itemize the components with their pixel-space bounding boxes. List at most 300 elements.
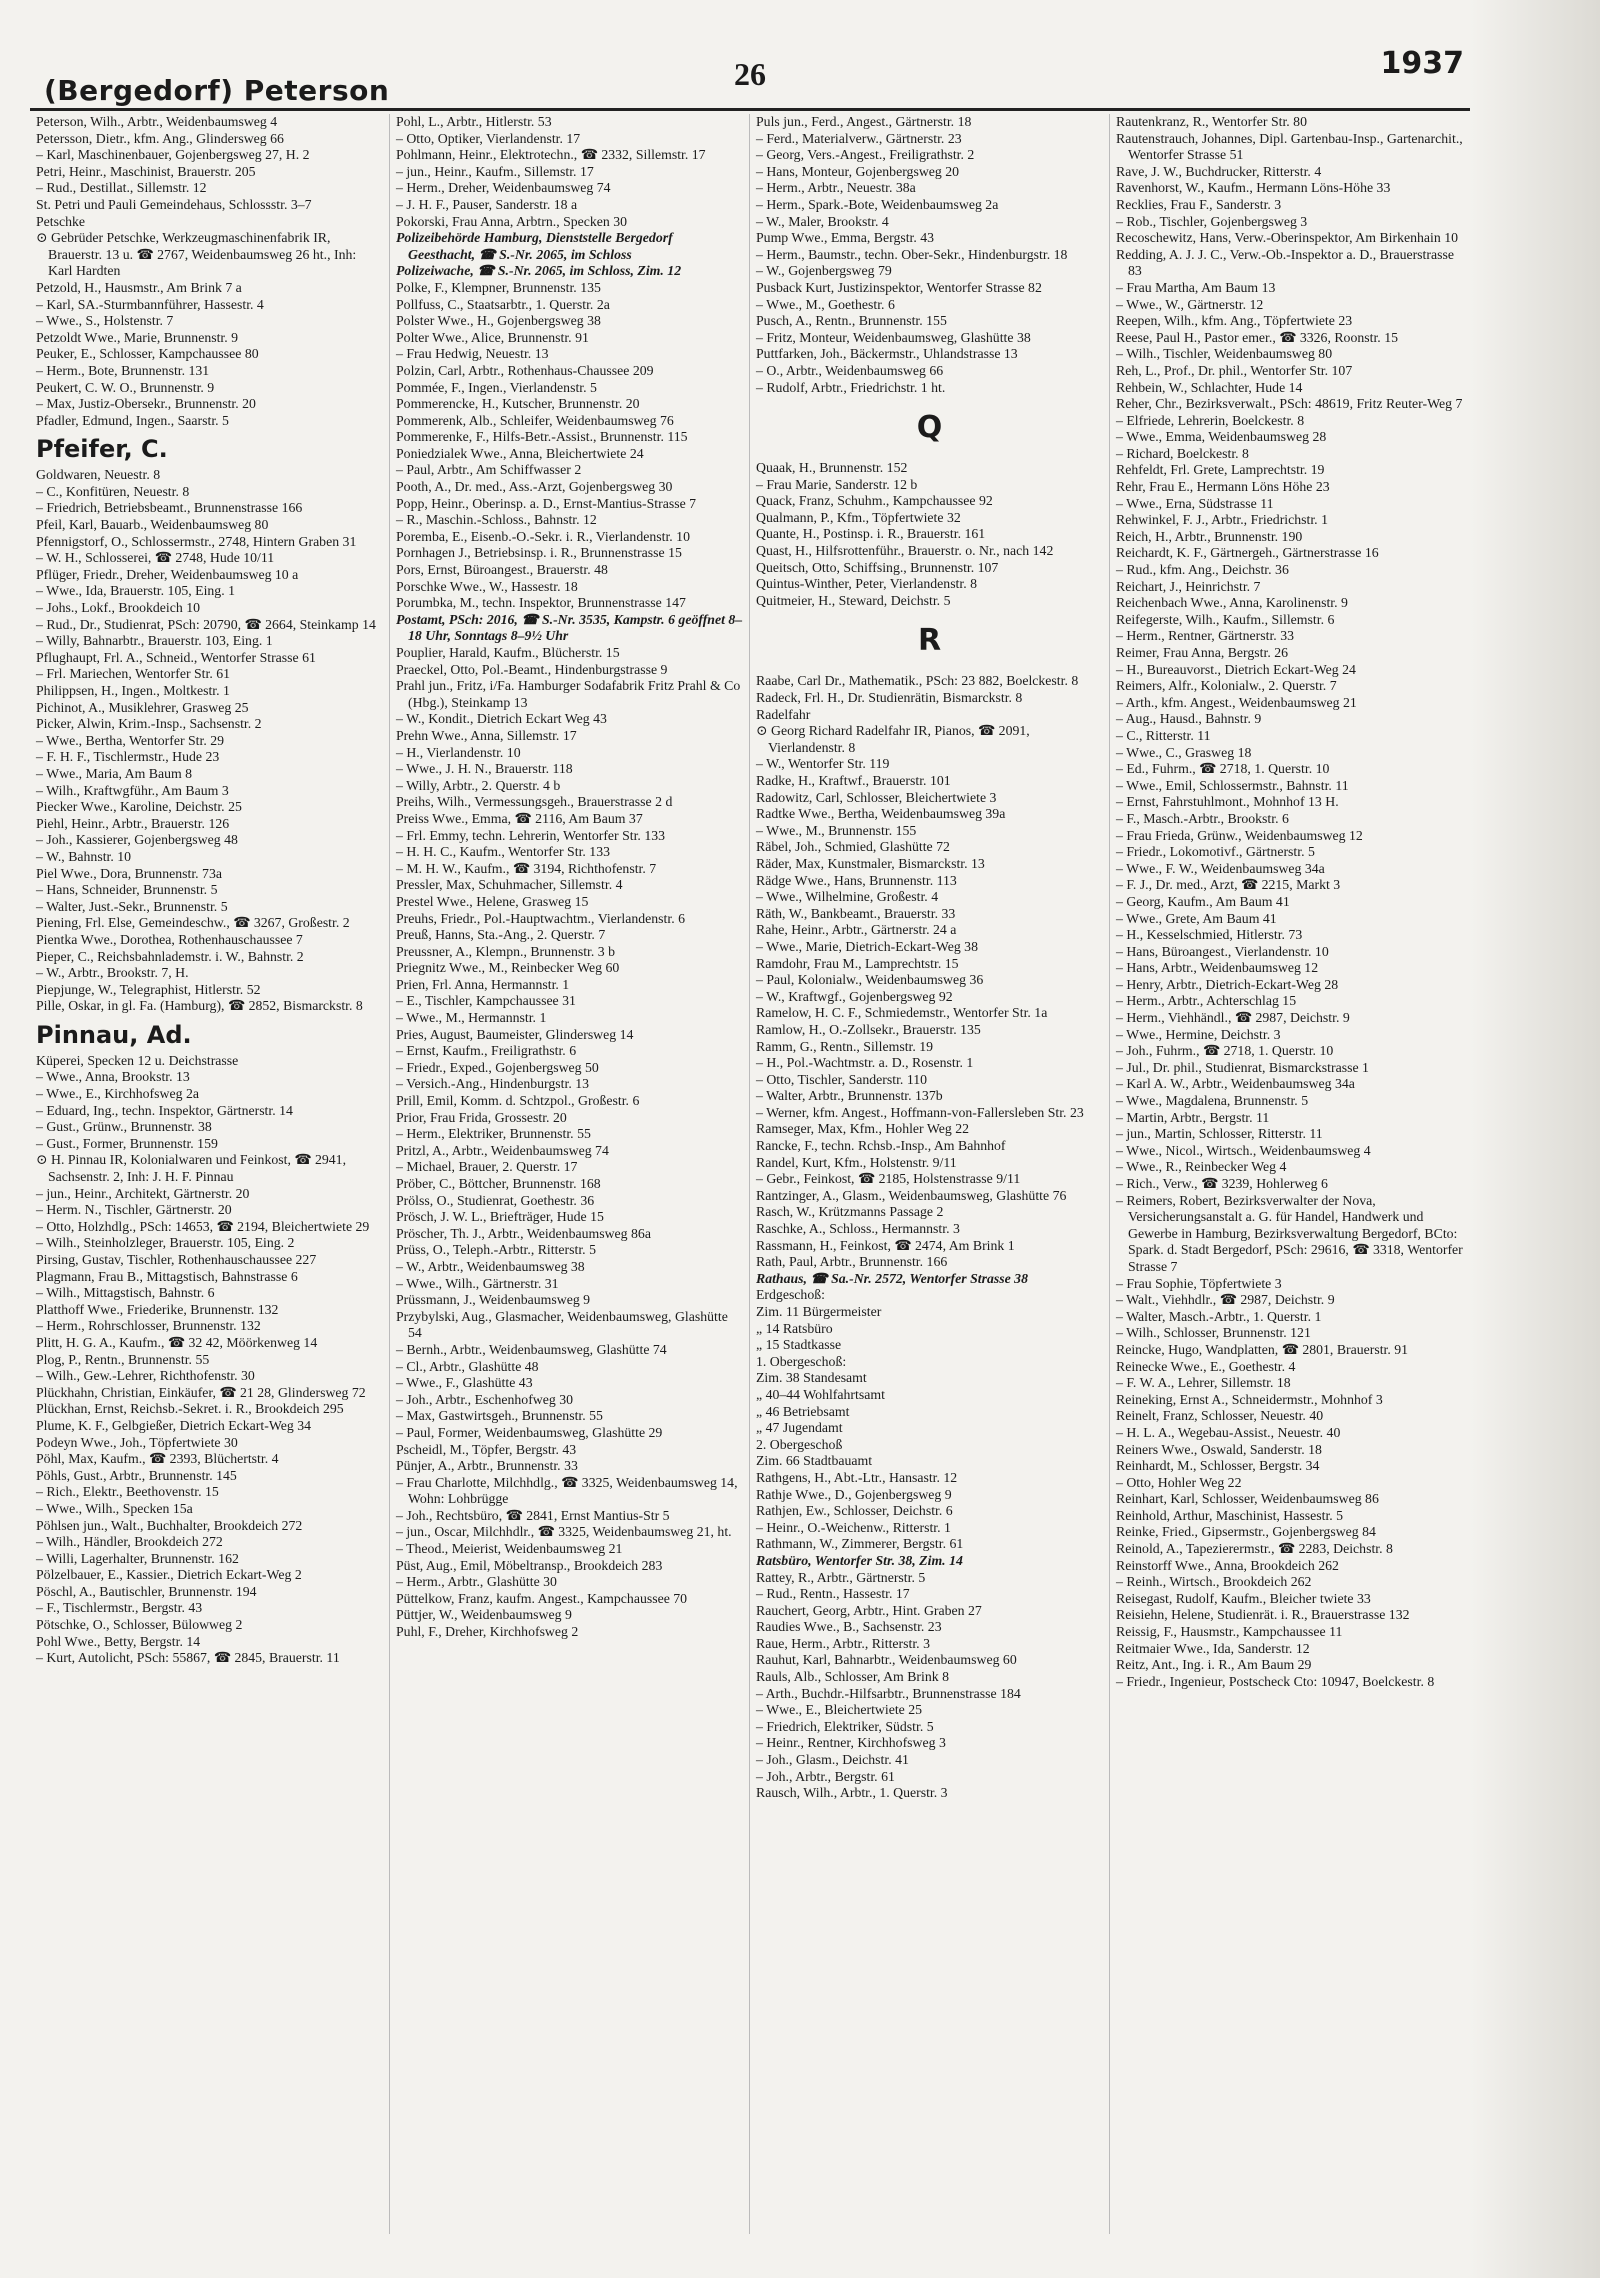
running-head: (Bergedorf) Peterson <box>44 74 390 107</box>
directory-entry: – Herm., Elektriker, Brunnenstr. 55 <box>396 1126 591 1142</box>
directory-entry: Queitsch, Otto, Schiffsing., Brunnenstr. 107 <box>756 559 999 575</box>
directory-entry: – Rich., Elektr., Beethovenstr. 15 <box>36 1484 219 1500</box>
directory-entry: – Johs., Lokf., Brookdeich 10 <box>36 600 201 616</box>
directory-entry: – jun., Oscar, Milchhdlr., ☎ 3325, Weidenbaumsweg 21, ht. <box>396 1524 732 1540</box>
directory-entry: Quante, H., Postinsp. i. R., Brauerstr. 161 <box>756 526 986 542</box>
directory-entry: – Ferd., Materialverw., Gärtnerstr. 23 <box>756 130 962 146</box>
directory-entry: „ 40–44 Wohlfahrtsamt <box>756 1386 885 1402</box>
directory-entry: Reissig, F., Hausmstr., Kampchaussee 11 <box>1116 1624 1343 1640</box>
directory-entry: Pröscher, Th. J., Arbtr., Weidenbaumsweg 86a <box>396 1225 651 1241</box>
directory-entry: Rathgens, H., Abt.-Ltr., Hansastr. 12 <box>756 1469 958 1485</box>
directory-entry: Pötschke, O., Schlosser, Bülowweg 2 <box>36 1617 243 1633</box>
directory-entry: – Friedr., Exped., Gojenbergsweg 50 <box>396 1059 599 1075</box>
directory-entry: „ 14 Ratsbüro <box>756 1320 833 1336</box>
directory-entry: Reepen, Wilh., kfm. Ang., Töpfertwiete 23 <box>1116 313 1353 329</box>
directory-entry: – H., Vierlandenstr. 10 <box>396 744 521 760</box>
directory-entry: – Wwe., M., Goethestr. 6 <box>756 296 895 312</box>
directory-entry: Reich, H., Arbtr., Brunnenstr. 190 <box>1116 528 1303 544</box>
directory-entry: – Wwe., Wilh., Gärtnerstr. 31 <box>396 1275 559 1291</box>
directory-entry: Reitz, Ant., Ing. i. R., Am Baum 29 <box>1116 1657 1312 1673</box>
directory-entry: – Gust., Former, Brunnenstr. 159 <box>36 1135 218 1151</box>
directory-entry: – Karl, Maschinenbauer, Gojenbergsweg 27, H. 2 <box>36 147 310 163</box>
directory-entry: – Wilh., Mittagstisch, Bahnstr. 6 <box>36 1285 215 1301</box>
directory-entry: – C., Konfitüren, Neuestr. 8 <box>36 483 190 499</box>
directory-entry: Petersson, Dietr., kfm. Ang., Glindersweg 66 <box>36 130 284 146</box>
directory-entry: – Cl., Arbtr., Glashütte 48 <box>396 1358 539 1374</box>
directory-entry: – Wilh., Händler, Brookdeich 272 <box>36 1534 223 1550</box>
directory-entry: – Willy, Arbtr., 2. Querstr. 4 b <box>396 777 561 793</box>
directory-entry: Reinke, Fried., Gipsermstr., Gojenbergsweg 84 <box>1116 1524 1376 1540</box>
directory-entry: Prüss, O., Teleph.-Arbtr., Ritterstr. 5 <box>396 1242 596 1258</box>
directory-entry: Preuhs, Friedr., Pol.-Hauptwachtm., Vierlandenstr. 6 <box>396 910 685 926</box>
directory-entry: – Joh., Rechtsbüro, ☎ 2841, Ernst Mantius-Str 5 <box>396 1507 670 1523</box>
directory-entry: – Heinr., Rentner, Kirchhofsweg 3 <box>756 1735 946 1751</box>
directory-entry: – H. H. C., Kaufm., Wentorfer Str. 133 <box>396 844 610 860</box>
directory-entry: – Wwe., Bertha, Wentorfer Str. 29 <box>36 732 225 748</box>
directory-entry: Peuker, E., Schlosser, Kampchaussee 80 <box>36 346 259 362</box>
directory-entry: Pouplier, Harald, Kaufm., Blücherstr. 15 <box>396 645 620 660</box>
directory-entry: – Wwe., E., Bleichertwiete 25 <box>756 1702 923 1718</box>
directory-entry: Pommée, F., Ingen., Vierlandenstr. 5 <box>396 379 597 395</box>
directory-entry: Erdgeschoß: <box>756 1287 825 1303</box>
directory-entry: Platthoff Wwe., Friederike, Brunnenstr. 132 <box>36 1301 279 1317</box>
directory-entry: Raabe, Carl Dr., Mathematik., PSch: 23 882, Boelckestr. 8 <box>756 673 1079 689</box>
directory-entry: Reineking, Ernst A., Schneidermstr., Mohnhof 3 <box>1116 1391 1383 1407</box>
year-label: 1937 <box>1380 46 1464 81</box>
directory-entry: – Wilh., Schlosser, Brunnenstr. 121 <box>1116 1325 1311 1341</box>
directory-entry: – Kurt, Autolicht, PSch: 55867, ☎ 2845, Brauerstr. 11 <box>36 1650 340 1666</box>
directory-entry: – H., Bureauvorst., Dietrich Eckart-Weg 24 <box>1116 661 1356 677</box>
directory-entry: Reinold, A., Tapezierermstr., ☎ 2283, Deichstr. 8 <box>1116 1541 1393 1557</box>
directory-entry: – W., Kondit., Dietrich Eckart Weg 43 <box>396 711 607 727</box>
directory-entry: Pritzl, A., Arbtr., Weidenbaumsweg 74 <box>396 1142 609 1158</box>
directory-entry: – Wwe., Erna, Südstrasse 11 <box>1116 495 1274 511</box>
directory-entry: – Wwe., Wilh., Specken 15a <box>36 1500 193 1516</box>
directory-entry: Raschke, A., Schloss., Hermannstr. 3 <box>756 1221 960 1237</box>
directory-entry: – Ernst, Kaufm., Freiligrathstr. 6 <box>396 1043 577 1059</box>
directory-entry: Plog, P., Rentn., Brunnenstr. 55 <box>36 1351 210 1367</box>
directory-entry: – Wwe., Emil, Schlossermstr., Bahnstr. 11 <box>1116 777 1349 793</box>
directory-entry: – Arth., kfm. Angest., Weidenbaumsweg 21 <box>1116 694 1357 710</box>
directory-entry: – Otto, Optiker, Vierlandenstr. 17 <box>396 130 581 146</box>
directory-entry: Pooth, A., Dr. med., Ass.-Arzt, Gojenbergsweg 30 <box>396 479 673 495</box>
directory-entry: Püst, Aug., Emil, Möbeltransp., Brookdeich 283 <box>396 1557 663 1573</box>
directory-entry: Pokorski, Frau Anna, Arbtrn., Specken 30 <box>396 213 628 229</box>
directory-entry: – Wwe., F., Glashütte 43 <box>396 1375 533 1391</box>
directory-entry: Pöhls, Gust., Arbtr., Brunnenstr. 145 <box>36 1467 237 1483</box>
directory-entry: – Michael, Brauer, 2. Querstr. 17 <box>396 1159 578 1175</box>
directory-entry: „ 47 Jugendamt <box>756 1420 843 1436</box>
directory-entry: Räbel, Joh., Schmied, Glashütte 72 <box>756 839 950 855</box>
column-1 <box>30 114 390 2234</box>
directory-entry: Recoschewitz, Hans, Verw.-Oberinspektor, Am Birkenhain 10 <box>1116 230 1458 246</box>
directory-entry: Picker, Alwin, Krim.-Insp., Sachsenstr. 2 <box>36 716 262 732</box>
directory-entry: – Friedrich, Betriebsbeamt., Brunnenstrasse 166 <box>36 500 303 516</box>
directory-entry: – Arth., Buchdr.-Hilfsarbtr., Brunnenstrasse 184 <box>756 1685 1021 1701</box>
directory-entry: Reinhart, Karl, Schlosser, Weidenbaumsweg 86 <box>1116 1491 1379 1507</box>
directory-entry: – Frau Martha, Am Baum 13 <box>1116 279 1276 295</box>
directory-entry: Ramdohr, Frau M., Lamprechtstr. 15 <box>756 955 959 971</box>
directory-entry: – F. W. A., Lehrer, Sillemstr. 18 <box>1116 1375 1291 1391</box>
directory-entry: – F. J., Dr. med., Arzt, ☎ 2215, Markt 3 <box>1116 877 1341 893</box>
directory-entry: – Wwe., M., Hermannstr. 1 <box>396 1010 547 1026</box>
directory-entry: Rath, Paul, Arbtr., Brunnenstr. 166 <box>756 1254 948 1270</box>
directory-entry: – Wwe., C., Grasweg 18 <box>1116 744 1252 760</box>
directory-entry: Reinhold, Arthur, Maschinist, Hassestr. 5 <box>1116 1507 1344 1523</box>
directory-entry: – Friedrich, Elektriker, Südstr. 5 <box>756 1718 934 1734</box>
directory-entry: Philippsen, H., Ingen., Moltkestr. 1 <box>36 683 230 698</box>
directory-entry: Rahe, Heinr., Arbtr., Gärtnerstr. 24 a <box>756 922 957 938</box>
directory-entry: – Wwe., M., Brunnenstr. 155 <box>756 822 917 838</box>
directory-entry: Reimer, Frau Anna, Bergstr. 26 <box>1116 645 1289 660</box>
page-edge <box>1470 0 1600 2278</box>
directory-entry: – Rud., kfm. Ang., Deichstr. 36 <box>1116 562 1289 578</box>
directory-entry: Pscheidl, M., Töpfer, Bergstr. 43 <box>396 1441 577 1457</box>
directory-entry: Priegnitz Wwe., M., Reinbecker Weg 60 <box>396 960 620 976</box>
directory-entry: Ravenhorst, W., Kaufm., Hermann Löns-Höhe 33 <box>1116 180 1391 196</box>
directory-entry: Pöhlsen jun., Walt., Buchhalter, Brookdeich 272 <box>36 1517 303 1533</box>
directory-entry: ⊙ Gebrüder Petschke, Werkzeugmaschinenfabrik IR, Brauerstr. 13 u. ☎ 2767, Weidenbaumsweg 26 ht., Inh: Karl Hardten <box>36 230 357 279</box>
directory-entry: Reincke, Hugo, Wandplatten, ☎ 2801, Brauerstr. 91 <box>1116 1341 1409 1357</box>
directory-entry: Petschke <box>36 213 86 229</box>
directory-entry: Reisiehn, Helene, Studienrät. i. R., Brauerstrasse 132 <box>1116 1607 1410 1623</box>
directory-entry: – Otto, Tischler, Sanderstr. 110 <box>756 1071 928 1087</box>
directory-entry: – W., Arbtr., Weidenbaumsweg 38 <box>396 1258 585 1274</box>
directory-entry: Radeck, Frl. H., Dr. Studienrätin, Bismarckstr. 8 <box>756 690 1023 706</box>
directory-entry: Reifegerste, Wilh., Kaufm., Sillemstr. 6 <box>1116 611 1335 627</box>
directory-entry: Rathjen, Ew., Schlosser, Deichstr. 6 <box>756 1503 953 1519</box>
directory-entry: Reinhardt, M., Schlosser, Bergstr. 34 <box>1116 1458 1320 1474</box>
directory-entry: – Frau Charlotte, Milchhdlg., ☎ 3325, Weidenbaumsweg 14, Wohn: Lohbrügge <box>396 1474 738 1507</box>
directory-entry: Pflüger, Friedr., Dreher, Weidenbaumsweg 10 a <box>36 566 299 582</box>
directory-entry: – Wwe., E., Kirchhofsweg 2a <box>36 1086 199 1102</box>
directory-entry: – Wwe., S., Holstenstr. 7 <box>36 313 174 329</box>
directory-entry: – Jul., Dr. phil., Studienrat, Bismarckstrasse 1 <box>1116 1059 1369 1075</box>
directory-entry: Zim. 38 Standesamt <box>756 1370 867 1386</box>
directory-entry: Pfennigstorf, O., Schlossermstr., 2748, Hintern Graben 31 <box>36 533 357 549</box>
directory-entry: Petzold, H., Hausmstr., Am Brink 7 a <box>36 279 242 295</box>
directory-entry: – Wwe., Grete, Am Baum 41 <box>1116 910 1277 926</box>
directory-entry: Plagmann, Frau B., Mittagstisch, Bahnstrasse 6 <box>36 1268 298 1284</box>
directory-entry: Prehn Wwe., Anna, Sillemstr. 17 <box>396 727 577 743</box>
directory-entry: Rausch, Wilh., Arbtr., 1. Querstr. 3 <box>756 1785 948 1801</box>
directory-entry: Quast, H., Hilfsrottenführ., Brauerstr. o. Nr., nach 142 <box>756 543 1054 559</box>
directory-entry: – jun., Heinr., Architekt, Gärtnerstr. 20 <box>36 1185 250 1201</box>
institution-entry: Rathaus, ☎ Sa.-Nr. 2572, Wentorfer Strasse 38 <box>756 1270 1028 1286</box>
directory-entry: Przybylski, Aug., Glasmacher, Weidenbaumsweg, Glashütte 54 <box>396 1308 728 1341</box>
directory-entry: – O., Arbtr., Weidenbaumsweg 66 <box>756 362 944 378</box>
directory-entry: – Elfriede, Lehrerin, Boelckestr. 8 <box>1116 412 1305 428</box>
directory-entry: – Hans, Arbtr., Weidenbaumsweg 12 <box>1116 960 1319 976</box>
directory-entry: – Henry, Arbtr., Dietrich-Eckart-Weg 28 <box>1116 976 1339 992</box>
directory-entry: Rathje Wwe., D., Gojenbergsweg 9 <box>756 1486 952 1502</box>
directory-entry: Petri, Heinr., Maschinist, Brauerstr. 205 <box>36 163 256 179</box>
directory-entry: – Rud., Dr., Studienrat, PSch: 20790, ☎ 2664, Steinkamp 14 <box>36 616 376 632</box>
directory-entry: – H., Pol.-Wachtmstr. a. D., Rosenstr. 1 <box>756 1055 974 1071</box>
directory-entry: – Georg, Vers.-Angest., Freiligrathstr. 2 <box>756 147 975 163</box>
directory-entry: Redding, A. J. J. C., Verw.-Ob.-Inspektor a. D., Brauerstrasse 83 <box>1116 246 1454 279</box>
directory-entry: – Frl. Mariechen, Wentorfer Str. 61 <box>36 666 231 682</box>
directory-entry: Püttjer, W., Weidenbaumsweg 9 <box>396 1607 572 1623</box>
directory-entry: Polzin, Carl, Arbtr., Rothenhaus-Chaussee 209 <box>396 362 654 378</box>
directory-entry: Radke, H., Kraftwf., Brauerstr. 101 <box>756 773 951 788</box>
directory-entry: Prien, Frl. Anna, Hermannstr. 1 <box>396 976 570 992</box>
directory-entry: – Wwe., Emma, Weidenbaumsweg 28 <box>1116 429 1327 445</box>
directory-entry: – Willy, Bahnarbtr., Brauerstr. 103, Eing. 1 <box>36 633 273 649</box>
institution-entry: Polizeiwache, ☎ S.-Nr. 2065, im Schloss, Zim. 12 <box>396 263 682 279</box>
directory-entry: – Ernst, Fahrstuhlmont., Mohnhof 13 H. <box>1116 794 1339 810</box>
directory-entry: Radowitz, Carl, Schlosser, Bleichertwiete 3 <box>756 789 997 805</box>
directory-entry: – Aug., Hausd., Bahnstr. 9 <box>1116 711 1262 727</box>
directory-entry: Rautenstrauch, Johannes, Dipl. Gartenbau-Insp., Gartenarchit., Wentorfer Strasse 51 <box>1116 130 1463 163</box>
directory-entry: – W., Kraftwgf., Gojenbergsweg 92 <box>756 988 953 1004</box>
directory-entry: – Willi, Lagerhalter, Brunnenstr. 162 <box>36 1550 239 1566</box>
directory-entry: Piening, Frl. Else, Gemeindeschw., ☎ 3267, Großestr. 2 <box>36 915 350 931</box>
directory-entry: „ 46 Betriebsamt <box>756 1403 850 1419</box>
directory-entry: Rancke, F., techn. Rchsb.-Insp., Am Bahnhof <box>756 1138 1006 1154</box>
directory-entry: Poremba, E., Eisenb.-O.-Sekr. i. R., Vierlandenstr. 10 <box>396 528 690 544</box>
directory-entry: – Wilh., Gew.-Lehrer, Richthofenstr. 30 <box>36 1368 255 1384</box>
directory-entry: – Wwe., Hermine, Deichstr. 3 <box>1116 1026 1281 1042</box>
directory-entry: Ramlow, H., O.-Zollsekr., Brauerstr. 135 <box>756 1021 981 1037</box>
directory-entry: Reitmaier Wwe., Ida, Sanderstr. 12 <box>1116 1640 1310 1656</box>
directory-entry: Prölss, O., Studienrat, Goethestr. 36 <box>396 1192 595 1208</box>
directory-entry: – Heinr., O.-Weichenw., Ritterstr. 1 <box>756 1519 951 1535</box>
directory-entry: Quack, Franz, Schuhm., Kampchaussee 92 <box>756 493 993 509</box>
directory-entry: – Gust., Grünw., Brunnenstr. 38 <box>36 1119 212 1135</box>
directory-entry: – H. L. A., Wegebau-Assist., Neuestr. 40 <box>1116 1424 1341 1440</box>
directory-entry: – Reinh., Wirtsch., Brookdeich 262 <box>1116 1574 1312 1590</box>
directory-entry: Ramseger, Max, Kfm., Hohler Weg 22 <box>756 1121 970 1137</box>
directory-entry: Raudies Wwe., B., Sachsenstr. 23 <box>756 1619 942 1635</box>
directory-entry: Pichinot, A., Musiklehrer, Grasweg 25 <box>36 699 249 715</box>
directory-entry: Prior, Frau Frida, Grossestr. 20 <box>396 1109 567 1125</box>
page-header <box>44 48 1464 108</box>
directory-entry: – Theod., Meierist, Weidenbaumsweg 21 <box>396 1541 623 1557</box>
directory-entry: Qualmann, P., Kfm., Töpfertwiete 32 <box>756 509 961 525</box>
directory-entry: – Frau Marie, Sanderstr. 12 b <box>756 476 918 492</box>
directory-entry: Prill, Emil, Komm. d. Schtzpol., Großestr. 6 <box>396 1093 640 1109</box>
directory-entry: Pünjer, A., Arbtr., Brunnenstr. 33 <box>396 1458 578 1474</box>
directory-entry: – W., Wentorfer Str. 119 <box>756 756 890 772</box>
directory-entry: Praeckel, Otto, Pol.-Beamt., Hindenburgstrasse 9 <box>396 661 668 677</box>
directory-entry: – Georg, Kaufm., Am Baum 41 <box>1116 893 1290 909</box>
directory-entry: – Eduard, Ing., techn. Inspektor, Gärtnerstr. 14 <box>36 1102 293 1118</box>
directory-entry: Reese, Paul H., Pastor emer., ☎ 3326, Roonstr. 15 <box>1116 329 1398 345</box>
directory-entry: Reinecke Wwe., E., Goethestr. 4 <box>1116 1358 1296 1374</box>
directory-entry: Rauls, Alb., Schlosser, Am Brink 8 <box>756 1669 949 1685</box>
directory-entry: Prüssmann, J., Weidenbaumsweg 9 <box>396 1292 591 1308</box>
directory-entry: Piel Wwe., Dora, Brunnenstr. 73a <box>36 865 222 881</box>
directory-entry: – E., Tischler, Kampchaussee 31 <box>396 993 576 1009</box>
directory-entry: – Walter, Arbtr., Brunnenstr. 137b <box>756 1088 943 1104</box>
directory-entry: Prösch, J. W. L., Briefträger, Hude 15 <box>396 1209 604 1225</box>
directory-entry: Rehwinkel, F. J., Arbtr., Friedrichstr. 1 <box>1116 512 1328 528</box>
directory-entry: – Versich.-Ang., Hindenburgstr. 13 <box>396 1076 590 1092</box>
directory-entry: – R., Maschin.-Schloss., Bahnstr. 12 <box>396 512 597 528</box>
directory-entry: – W. H., Schlosserei, ☎ 2748, Hude 10/11 <box>36 550 275 566</box>
directory-entry: Preiss Wwe., Emma, ☎ 2116, Am Baum 37 <box>396 810 643 826</box>
directory-entry: Podeyn Wwe., Joh., Töpfertwiete 30 <box>36 1434 238 1450</box>
directory-entry: – Karl A. W., Arbtr., Weidenbaumsweg 34a <box>1116 1076 1355 1092</box>
directory-entry: – jun., Martin, Schlosser, Ritterstr. 11 <box>1116 1126 1323 1142</box>
directory-entry: – Wwe., Anna, Brookstr. 13 <box>36 1069 190 1085</box>
directory-entry: – Wwe., Nicol., Wirtsch., Weidenbaumsweg 4 <box>1116 1142 1371 1158</box>
directory-entry: – Frau Frieda, Grünw., Weidenbaumsweg 12 <box>1116 827 1363 843</box>
institution-entry: Polizeibehörde Hamburg, Dienststelle Bergedorf Geesthacht, ☎ S.-Nr. 2065, im Schloss <box>396 230 673 262</box>
directory-entry: Reichardt, K. F., Gärtnergeh., Gärtnerstrasse 16 <box>1116 545 1379 561</box>
directory-entry: Reimers, Alfr., Kolonialw., 2. Querstr. 7 <box>1116 678 1337 694</box>
directory-entry: – Otto, Holzhdlg., PSch: 14653, ☎ 2194, Bleichertwiete 29 <box>36 1218 370 1234</box>
directory-entry: – Wwe., R., Reinbecker Weg 4 <box>1116 1159 1287 1175</box>
directory-entry: Rehbein, W., Schlachter, Hude 14 <box>1116 379 1303 395</box>
directory-entry: Rathmann, W., Zimmerer, Bergstr. 61 <box>756 1536 964 1552</box>
directory-entry: Räder, Max, Kunstmaler, Bismarckstr. 13 <box>756 855 985 871</box>
directory-entry: Pöschl, A., Bautischler, Brunnenstr. 194 <box>36 1583 257 1599</box>
directory-entry: Pohl, L., Arbtr., Hitlerstr. 53 <box>396 114 552 129</box>
directory-entry: – W., Bahnstr. 10 <box>36 848 132 864</box>
directory-entry: Peukert, C. W. O., Brunnenstr. 9 <box>36 379 215 395</box>
header-rule <box>30 108 1470 111</box>
directory-entry: Preuß, Hanns, Sta.-Ang., 2. Querstr. 7 <box>396 927 606 943</box>
directory-entry: Pors, Ernst, Büroangest., Brauerstr. 48 <box>396 562 608 578</box>
directory-entry: – Gebr., Feinkost, ☎ 2185, Holstenstrasse 9/11 <box>756 1171 1021 1187</box>
directory-entry: ⊙ H. Pinnau IR, Kolonialwaren und Feinkost, ☎ 2941, Sachsenstr. 2, Inh: J. H. F. Pinnau <box>36 1152 347 1185</box>
directory-entry: Räth, W., Bankbeamt., Brauerstr. 33 <box>756 905 956 921</box>
firm-heading: Pfeifer, C. <box>36 435 168 464</box>
directory-entry: – Wwe., Maria, Am Baum 8 <box>36 765 193 781</box>
directory-entry: – Rud., Destillat., Sillemstr. 12 <box>36 180 207 196</box>
directory-entry: – Ed., Fuhrm., ☎ 2718, 1. Querstr. 10 <box>1116 761 1330 777</box>
directory-entry: Rehfeldt, Frl. Grete, Lamprechtstr. 19 <box>1116 462 1325 478</box>
directory-entry: – Wwe., Ida, Brauerstr. 105, Eing. 1 <box>36 583 235 599</box>
directory-entry: Pusch, A., Rentn., Brunnenstr. 155 <box>756 313 947 329</box>
directory-entry: Plitt, H. G. A., Kaufm., ☎ 32 42, Möörkenweg 14 <box>36 1334 318 1350</box>
directory-entry: – Herm., Baumstr., techn. Ober-Sekr., Hindenburgstr. 18 <box>756 246 1068 262</box>
directory-entry: – Herm., Arbtr., Neuestr. 38a <box>756 180 916 196</box>
directory-entry: Rantzinger, A., Glasm., Weidenbaumsweg, Glashütte 76 <box>756 1187 1067 1203</box>
directory-entry: Zim. 11 Bürgermeister <box>756 1304 882 1319</box>
directory-entry: – Herm., Arbtr., Glashütte 30 <box>396 1574 557 1590</box>
directory-entry: – Herm., Rentner, Gärtnerstr. 33 <box>1116 628 1294 644</box>
directory-entry: Prahl jun., Fritz, i/Fa. Hamburger Sodafabrik Fritz Prahl & Co (Hbg.), Steinkamp 13 <box>396 678 741 710</box>
directory-entry: – Rudolf, Arbtr., Friedrichstr. 1 ht. <box>756 379 946 395</box>
directory-entry: Pusback Kurt, Justizinspektor, Wentorfer Strasse 82 <box>756 279 1042 295</box>
directory-entry: – Herm., Arbtr., Achterschlag 15 <box>1116 993 1297 1009</box>
directory-entry: – Wilh., Kraftwgführ., Am Baum 3 <box>36 782 229 798</box>
directory-entry: – Joh., Arbtr., Eschenhofweg 30 <box>396 1391 574 1407</box>
directory-entry: Rauchert, Georg, Arbtr., Hint. Graben 27 <box>756 1602 982 1618</box>
directory-entry: Porumbka, M., techn. Inspektor, Brunnenstrasse 147 <box>396 595 686 611</box>
directory-entry: – Wwe., J. H. N., Brauerstr. 118 <box>396 761 573 777</box>
directory-entry: Preussner, A., Klempn., Brunnenstr. 3 b <box>396 943 616 959</box>
directory-entry: Reh, L., Prof., Dr. phil., Wentorfer Str. 107 <box>1116 362 1353 378</box>
directory-entry: Plückhahn, Christian, Einkäufer, ☎ 21 28, Glindersweg 72 <box>36 1384 366 1400</box>
directory-entry: Pohl Wwe., Betty, Bergstr. 14 <box>36 1633 201 1649</box>
directory-entry: Pflughaupt, Frl. A., Schneid., Wentorfer Strasse 61 <box>36 649 316 665</box>
directory-entry: Pöhl, Max, Kaufm., ☎ 2393, Blüchertstr. 4 <box>36 1451 279 1467</box>
column-3 <box>750 114 1110 2234</box>
directory-entry: Recklies, Frau F., Sanderstr. 3 <box>1116 196 1282 212</box>
directory-entry: Pieper, C., Reichsbahnlademstr. i. W., Bahnstr. 2 <box>36 948 304 964</box>
directory-entry: Reiners Wwe., Oswald, Sanderstr. 18 <box>1116 1441 1322 1457</box>
directory-entry: Rattey, R., Arbtr., Gärtnerstr. 5 <box>756 1569 926 1585</box>
directory-entry: Radelfahr <box>756 706 811 722</box>
directory-entry: ⊙ Georg Richard Radelfahr IR, Pianos, ☎ 2091, Vierlandenstr. 8 <box>756 723 1030 755</box>
directory-entry: – Werner, kfm. Angest., Hoffmann-von-Fallersleben Str. 23 <box>756 1104 1084 1120</box>
directory-entry: Piecker Wwe., Karoline, Deichstr. 25 <box>36 799 242 815</box>
directory-entry: 2. Obergeschoß <box>756 1436 843 1452</box>
directory-entry: Pohlmann, Heinr., Elektrotechn., ☎ 2332, Sillemstr. 17 <box>396 147 706 163</box>
directory-entry: – Herm., Dreher, Weidenbaumsweg 74 <box>396 180 611 196</box>
directory-entry: Prestel Wwe., Helene, Grasweg 15 <box>396 893 589 909</box>
directory-entry: Pientka Wwe., Dorothea, Rothenhauschaussee 7 <box>36 931 303 947</box>
directory-entry: – jun., Heinr., Kaufm., Sillemstr. 17 <box>396 163 594 179</box>
columns <box>30 114 1470 2234</box>
directory-entry: Rassmann, H., Feinkost, ☎ 2474, Am Brink 1 <box>756 1237 1015 1253</box>
directory-entry: Polter Wwe., Alice, Brunnenstr. 91 <box>396 329 589 345</box>
directory-entry: – Wilh., Tischler, Weidenbaumsweg 80 <box>1116 346 1333 362</box>
directory-entry: Rehr, Frau E., Hermann Löns Höhe 23 <box>1116 479 1330 495</box>
directory-entry: Küperei, Specken 12 u. Deichstrasse <box>36 1052 239 1068</box>
directory-entry: – Herm., Rohrschlosser, Brunnenstr. 132 <box>36 1318 261 1334</box>
page-number: 26 <box>734 56 766 92</box>
directory-entry: – Rich., Verw., ☎ 3239, Hohlerweg 6 <box>1116 1176 1328 1191</box>
directory-entry: Pölzelbauer, E., Kassier., Dietrich Eckart-Weg 2 <box>36 1567 302 1583</box>
directory-entry: – F., Masch.-Arbtr., Brookstr. 6 <box>1116 810 1289 826</box>
directory-entry: – Rob., Tischler, Gojenbergsweg 3 <box>1116 213 1308 229</box>
directory-entry: Pries, August, Baumeister, Glindersweg 14 <box>396 1026 634 1042</box>
directory-entry: – Wwe., W., Gärtnerstr. 12 <box>1116 296 1264 312</box>
directory-entry: Pröber, C., Böttcher, Brunnenstr. 168 <box>396 1176 601 1191</box>
directory-entry: – Herm. N., Tischler, Gärtnerstr. 20 <box>36 1202 232 1218</box>
directory-entry: Pfadler, Edmund, Ingen., Saarstr. 5 <box>36 412 229 428</box>
directory-entry: – Frau Sophie, Töpfertwiete 3 <box>1116 1275 1282 1291</box>
directory-entry: Raue, Herm., Arbtr., Ritterstr. 3 <box>756 1635 930 1651</box>
directory-entry: – W., Arbtr., Brookstr. 7, H. <box>36 965 189 981</box>
directory-entry: – Bernh., Arbtr., Weidenbaumsweg, Glashütte 74 <box>396 1341 667 1357</box>
directory-entry: Pornhagen J., Betriebsinsp. i. R., Brunnenstrasse 15 <box>396 545 682 561</box>
directory-entry: – Richard, Boelckestr. 8 <box>1116 445 1249 461</box>
directory-entry: – Karl, SA.-Sturmbannführer, Hassestr. 4 <box>36 296 264 312</box>
directory-entry: Reinstorff Wwe., Anna, Brookdeich 262 <box>1116 1557 1339 1573</box>
directory-entry: – Joh., Arbtr., Bergstr. 61 <box>756 1768 895 1784</box>
directory-entry: Pfeil, Karl, Bauarb., Weidenbaumsweg 80 <box>36 517 269 533</box>
directory-entry: – Wilh., Steinholzleger, Brauerstr. 105, Eing. 2 <box>36 1235 295 1251</box>
institution-entry: Ratsbüro, Wentorfer Str. 38, Zim. 14 <box>756 1552 963 1568</box>
directory-entry: Quaak, H., Brunnenstr. 152 <box>756 460 908 476</box>
directory-entry: – Hans, Büroangest., Vierlandenstr. 10 <box>1116 943 1329 959</box>
firm-heading: Pinnau, Ad. <box>36 1020 192 1049</box>
directory-entry: – Herm., Bote, Brunnenstr. 131 <box>36 362 210 378</box>
directory-entry: „ 15 Stadtkasse <box>756 1337 842 1353</box>
directory-entry: – W., Maler, Brookstr. 4 <box>756 213 889 229</box>
directory-entry: – Wwe., Wilhelmine, Großestr. 4 <box>756 889 939 905</box>
directory-entry: Plume, K. F., Gelbgießer, Dietrich Eckart-Weg 34 <box>36 1417 312 1433</box>
directory-entry: Piehl, Heinr., Arbtr., Brauerstr. 126 <box>36 815 230 831</box>
directory-entry: Piepjunge, W., Telegraphist, Hitlerstr. 52 <box>36 981 261 997</box>
directory-entry: – C., Ritterstr. 11 <box>1116 727 1211 743</box>
directory-entry: Rauhut, Karl, Bahnarbtr., Weidenbaumsweg 60 <box>756 1652 1017 1668</box>
directory-entry: Pressler, Max, Schuhmacher, Sillemstr. 4 <box>396 877 623 893</box>
directory-entry: – Frl. Emmy, techn. Lehrerin, Wentorfer Str. 133 <box>396 827 666 843</box>
directory-entry: – F. H. F., Tischlermstr., Hude 23 <box>36 749 220 765</box>
directory-entry: – H., Kesselschmied, Hitlerstr. 73 <box>1116 927 1303 943</box>
directory-entry: – Rud., Rentn., Hassestr. 17 <box>756 1586 910 1602</box>
directory-entry: Puls jun., Ferd., Angest., Gärtnerstr. 18 <box>756 114 972 129</box>
directory-entry: – Herm., Spark.-Bote, Weidenbaumsweg 2a <box>756 196 999 212</box>
directory-entry: Popp, Heinr., Oberinsp. a. D., Ernst-Mantius-Strasse 7 <box>396 495 697 511</box>
